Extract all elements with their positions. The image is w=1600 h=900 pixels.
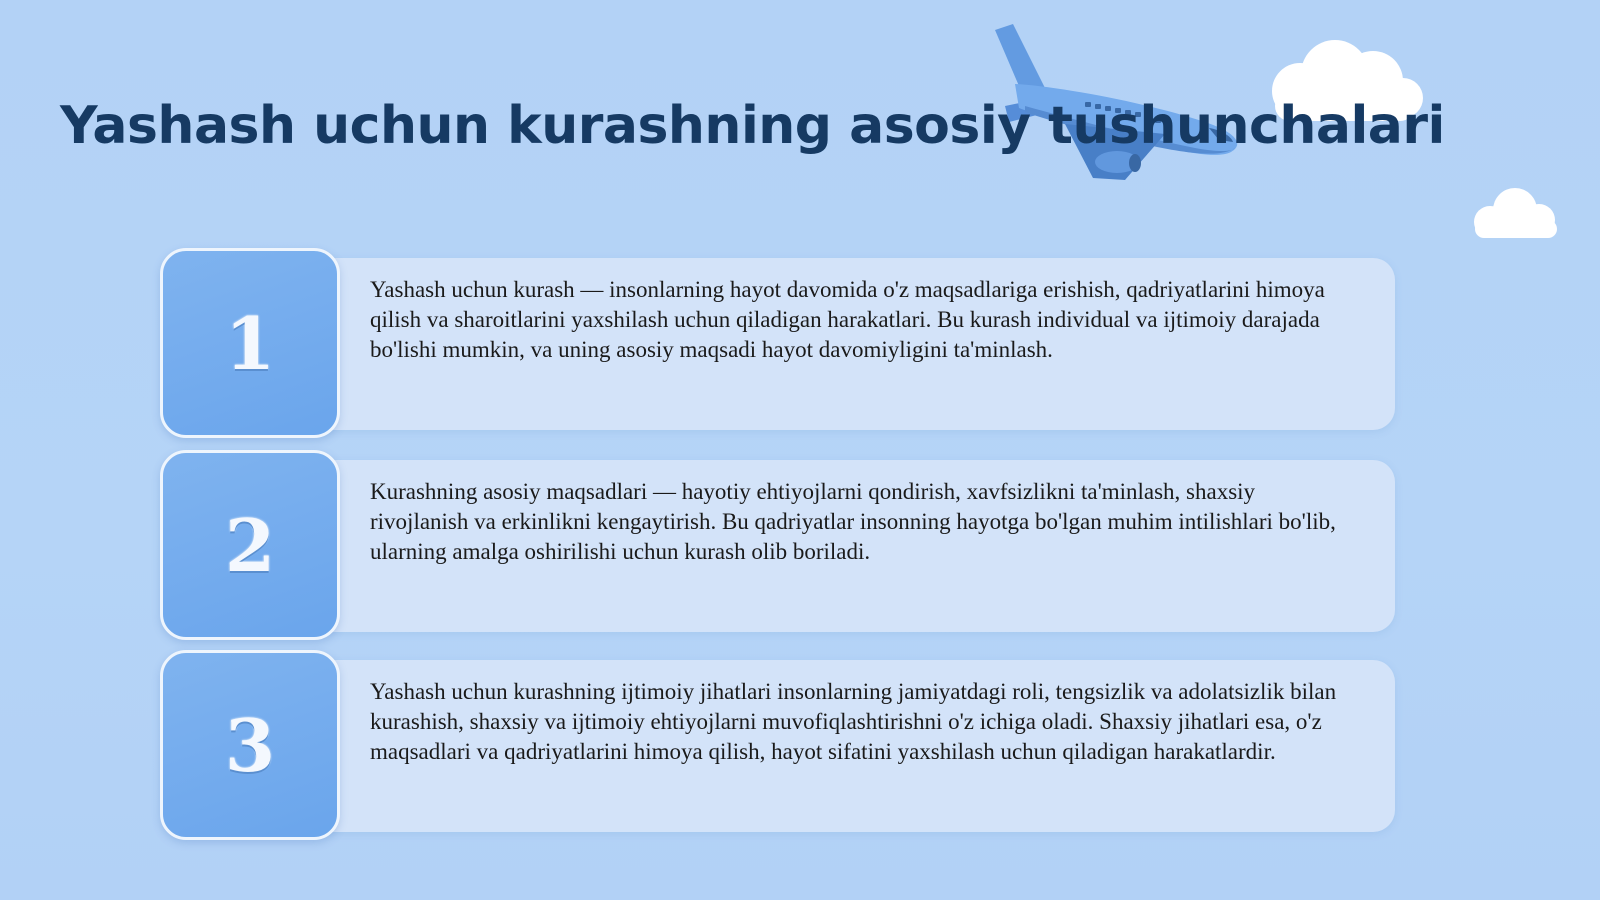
number-badge bbox=[160, 650, 340, 840]
list-item bbox=[160, 248, 1390, 438]
item-number: 2 bbox=[224, 502, 276, 588]
cloud-icon bbox=[1465, 186, 1565, 246]
list-item bbox=[160, 650, 1390, 840]
list-item bbox=[160, 450, 1390, 640]
item-text: Yashash uchun kurashning ijtimoiy jihatlari insonlarning jamiyatdagi roli, tengsizlik va adolatsizlik bilan kurashish, shaxsiy va ijtimoiy ehtiyojlarni muvofiqlashtirishni o'z ichiga oladi. Shaxsiy jihatlari esa, o'z maqsadlari va qadriyatlarini himoya qilish, hayot sifatini yaxshilash uchun qiladigan harakatlardir. bbox=[370, 679, 1337, 764]
number-badge bbox=[160, 248, 340, 438]
item-text: Kurashning asosiy maqsadlari — hayotiy ehtiyojlarni qondirish, xavfsizlikni ta'minlash, shaxsiy rivojlanish va erkinlikni kengaytirish. Bu qadriyatlar insonning hayotga bo'lgan muhim intilishlari bo'lib, ularning amalga oshirilishi uchun kurash olib boriladi. bbox=[370, 479, 1336, 564]
item-number: 1 bbox=[224, 300, 276, 386]
slide-title: Yashash uchun kurashning asosiy tushunchalari bbox=[60, 96, 1445, 156]
item-text: Yashash uchun kurash — insonlarning hayot davomida o'z maqsadlariga erishish, qadriyatlarini himoya qilish va sharoitlarini yaxshilash uchun qiladigan harakatlari. Bu kurash individual va ijtimoiy darajada bo'lishi mumkin, va uning asosiy maqsadi hayot davomiyligini ta'minlash. bbox=[370, 277, 1325, 362]
item-number: 3 bbox=[224, 702, 276, 788]
number-badge bbox=[160, 450, 340, 640]
